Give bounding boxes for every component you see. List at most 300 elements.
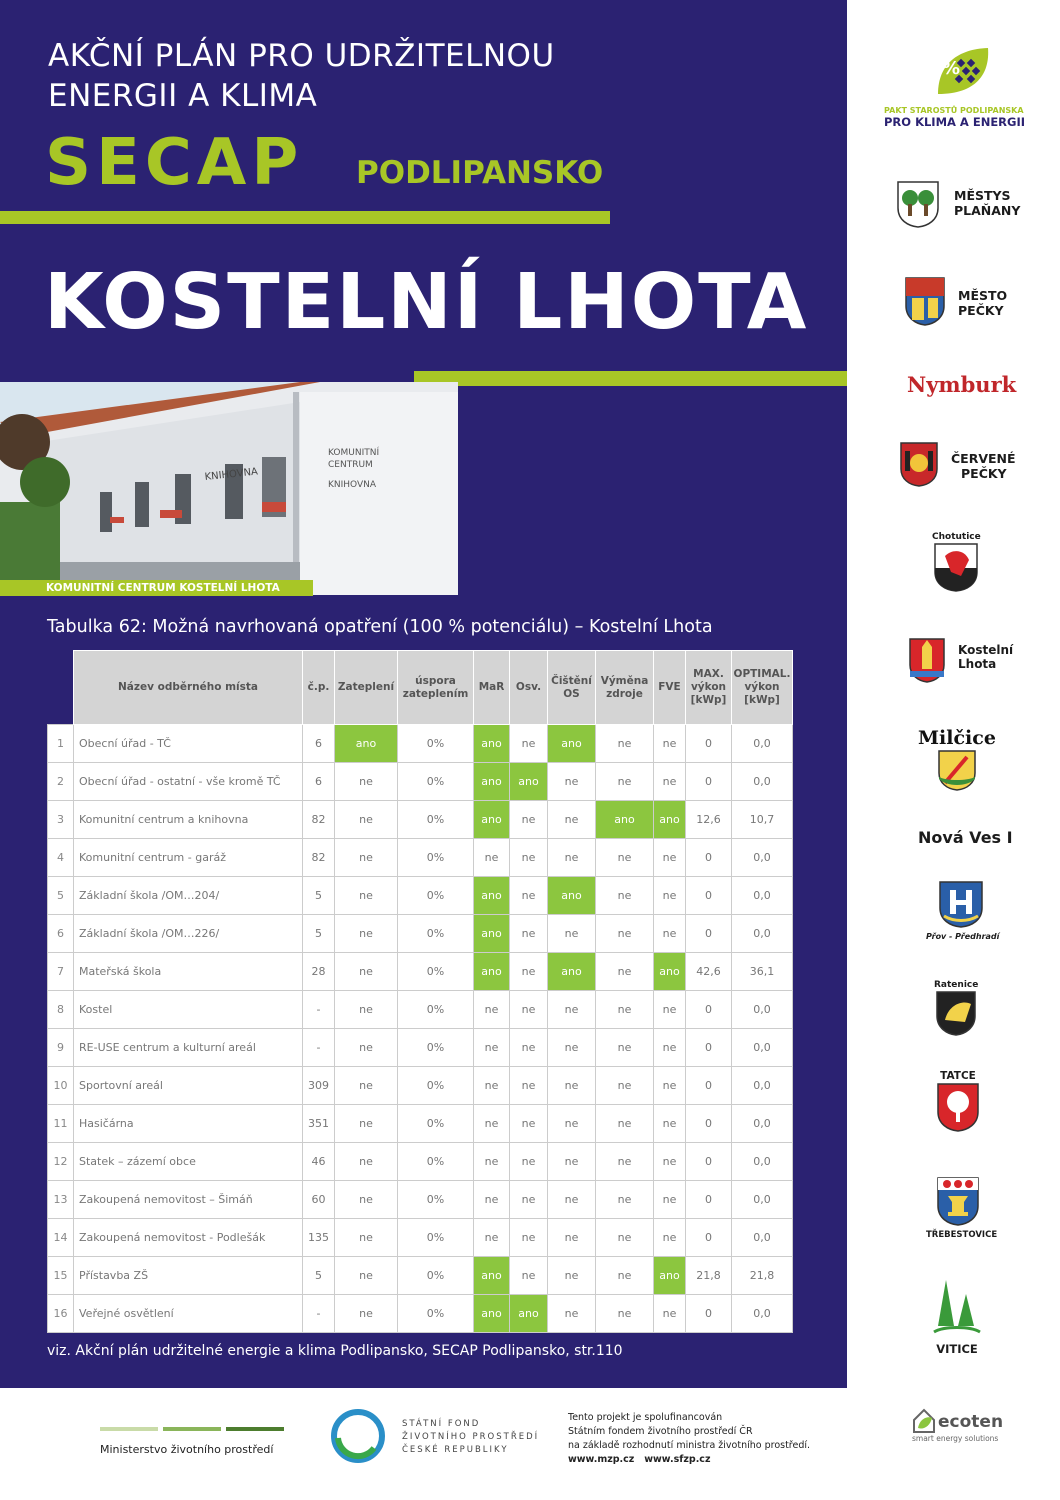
row-cisteni: ano bbox=[548, 725, 596, 763]
row-cisteni: ne bbox=[548, 1181, 596, 1219]
row-uspora: 0% bbox=[398, 953, 474, 991]
row-number: 15 bbox=[48, 1257, 74, 1295]
row-number: 4 bbox=[48, 839, 74, 877]
row-cp: 60 bbox=[303, 1181, 335, 1219]
row-optimal: 0,0 bbox=[732, 1143, 793, 1181]
row-uspora: 0% bbox=[398, 1295, 474, 1333]
row-max: 0 bbox=[686, 1029, 732, 1067]
row-cisteni: ne bbox=[548, 801, 596, 839]
row-cisteni: ne bbox=[548, 991, 596, 1029]
header-fve: FVE bbox=[654, 651, 686, 725]
row-fve: ne bbox=[654, 1067, 686, 1105]
row-zatepleni: ne bbox=[335, 1143, 398, 1181]
row-uspora: 0% bbox=[398, 1143, 474, 1181]
row-fve: ne bbox=[654, 1295, 686, 1333]
row-name: RE-USE centrum a kulturní areál bbox=[74, 1029, 303, 1067]
trebestovice-logo bbox=[926, 1176, 998, 1240]
row-optimal: 36,1 bbox=[732, 953, 793, 991]
planany-line-2: PLAŇANY bbox=[954, 203, 1021, 218]
row-cp: 82 bbox=[303, 801, 335, 839]
town-title: KOSTELNÍ LHOTA bbox=[44, 258, 809, 347]
row-vymena: ne bbox=[596, 725, 654, 763]
source-note: viz. Akční plán udržitelné energie a klima Podlipansko, SECAP Podlipansko, str.110 bbox=[47, 1343, 623, 1359]
chotutice-label: Chotutice bbox=[932, 532, 981, 542]
row-mar: ne bbox=[474, 1105, 510, 1143]
row-number: 8 bbox=[48, 991, 74, 1029]
row-fve: ne bbox=[654, 1181, 686, 1219]
note-links[interactable]: www.mzp.cz www.sfzp.cz bbox=[568, 1454, 711, 1465]
sfzp-line-3: ČESKÉ REPUBLIKY bbox=[402, 1445, 509, 1455]
header-uspora: úspora zateplením bbox=[398, 651, 474, 725]
row-osv: ne bbox=[510, 839, 548, 877]
row-fve: ne bbox=[654, 839, 686, 877]
row-osv: ne bbox=[510, 1181, 548, 1219]
row-number: 12 bbox=[48, 1143, 74, 1181]
nova-ves-label: Nová Ves I bbox=[918, 828, 1013, 847]
sign-line-3: KNIHOVNA bbox=[328, 480, 377, 490]
row-mar: ne bbox=[474, 1181, 510, 1219]
header-name: Název odběrného místa bbox=[74, 651, 303, 725]
row-name: Hasičárna bbox=[74, 1105, 303, 1143]
ecoten-tagline: smart energy solutions bbox=[912, 1434, 999, 1443]
row-number: 7 bbox=[48, 953, 74, 991]
row-fve: ano bbox=[654, 801, 686, 839]
row-max: 0 bbox=[686, 839, 732, 877]
milcice-coat-of-arms-icon bbox=[937, 749, 977, 791]
row-number: 5 bbox=[48, 877, 74, 915]
row-max: 0 bbox=[686, 725, 732, 763]
row-optimal: 0,0 bbox=[732, 915, 793, 953]
row-number: 11 bbox=[48, 1105, 74, 1143]
row-mar: ano bbox=[474, 877, 510, 915]
row-vymena: ne bbox=[596, 953, 654, 991]
cervene-pecky-logo bbox=[899, 441, 1016, 487]
pecky-line-2: PEČKY bbox=[958, 303, 1004, 318]
row-optimal: 0,0 bbox=[732, 1067, 793, 1105]
row-fve: ne bbox=[654, 915, 686, 953]
row-mar: ne bbox=[474, 1067, 510, 1105]
row-zatepleni: ne bbox=[335, 915, 398, 953]
row-name: Zakoupená nemovitost – Šimáň bbox=[74, 1181, 303, 1219]
header-optimal: OPTIMAL. výkon [kWp] bbox=[732, 651, 793, 725]
prov-label: Přov - Předhradí bbox=[926, 932, 1000, 941]
row-cp: 82 bbox=[303, 839, 335, 877]
row-fve: ne bbox=[654, 1105, 686, 1143]
row-osv: ne bbox=[510, 877, 548, 915]
sign-line-1: KOMUNITNÍ bbox=[328, 448, 380, 458]
row-zatepleni: ne bbox=[335, 1219, 398, 1257]
row-uspora: 0% bbox=[398, 1067, 474, 1105]
row-zatepleni: ne bbox=[335, 839, 398, 877]
row-max: 21,8 bbox=[686, 1257, 732, 1295]
row-zatepleni: ne bbox=[335, 1067, 398, 1105]
table-row bbox=[48, 1219, 793, 1257]
row-cp: - bbox=[303, 1029, 335, 1067]
row-vymena: ne bbox=[596, 877, 654, 915]
table-row bbox=[48, 953, 793, 991]
row-fve: ano bbox=[654, 1257, 686, 1295]
vitice-tree-icon bbox=[932, 1276, 982, 1338]
header-mar: MaR bbox=[474, 651, 510, 725]
sfzp-logo bbox=[330, 1408, 539, 1464]
chotutice-logo bbox=[932, 532, 981, 596]
row-number: 10 bbox=[48, 1067, 74, 1105]
table-row bbox=[48, 1067, 793, 1105]
kostelni-lhota-coat-of-arms-icon bbox=[908, 637, 946, 683]
row-vymena: ano bbox=[596, 801, 654, 839]
row-vymena: ne bbox=[596, 1219, 654, 1257]
row-uspora: 0% bbox=[398, 877, 474, 915]
title-line-2: ENERGII A KLIMA bbox=[48, 78, 318, 114]
ratenice-coat-of-arms-icon bbox=[935, 990, 977, 1036]
nymburk-label: Nymburk bbox=[907, 372, 1017, 397]
row-vymena: ne bbox=[596, 1181, 654, 1219]
header-zatepleni: Zateplení bbox=[335, 651, 398, 725]
row-name: Obecní úřad - TČ bbox=[74, 725, 303, 763]
row-osv: ne bbox=[510, 1067, 548, 1105]
row-vymena: ne bbox=[596, 1143, 654, 1181]
row-number: 13 bbox=[48, 1181, 74, 1219]
row-vymena: ne bbox=[596, 915, 654, 953]
row-max: 0 bbox=[686, 1067, 732, 1105]
header-osv: Osv. bbox=[510, 651, 548, 725]
row-max: 0 bbox=[686, 763, 732, 801]
row-max: 12,6 bbox=[686, 801, 732, 839]
row-mar: ano bbox=[474, 725, 510, 763]
row-mar: ne bbox=[474, 1219, 510, 1257]
row-osv: ne bbox=[510, 1105, 548, 1143]
tatce-coat-of-arms-icon bbox=[936, 1082, 980, 1132]
table-row bbox=[48, 915, 793, 953]
row-fve: ne bbox=[654, 877, 686, 915]
secap-title: SECAP bbox=[45, 126, 304, 200]
note-line-1: Tento projekt je spolufinancován bbox=[568, 1412, 723, 1423]
header-max: MAX. výkon [kWp] bbox=[686, 651, 732, 725]
row-vymena: ne bbox=[596, 763, 654, 801]
row-optimal: 0,0 bbox=[732, 1219, 793, 1257]
row-cp: 6 bbox=[303, 725, 335, 763]
mzp-label: Ministerstvo životního prostředí bbox=[100, 1443, 274, 1456]
row-mar: ne bbox=[474, 991, 510, 1029]
row-cp: 6 bbox=[303, 763, 335, 801]
table-row bbox=[48, 1143, 793, 1181]
ratenice-logo bbox=[934, 980, 978, 1040]
row-cisteni: ne bbox=[548, 1105, 596, 1143]
cervene-line-2: PEČKY bbox=[961, 466, 1007, 481]
row-uspora: 0% bbox=[398, 915, 474, 953]
wall-text: KNIHOVNA bbox=[204, 466, 259, 483]
ratenice-label: Ratenice bbox=[934, 980, 979, 990]
cervene-line-1: ČERVENÉ bbox=[951, 451, 1016, 466]
row-cp: 309 bbox=[303, 1067, 335, 1105]
svg-text:%: % bbox=[942, 58, 961, 79]
table-caption: Tabulka 62: Možná navrhovaná opatření (100 % potenciálu) – Kostelní Lhota bbox=[47, 617, 713, 637]
table-row bbox=[48, 1257, 793, 1295]
row-fve: ne bbox=[654, 1143, 686, 1181]
sfzp-line-1: STÁTNÍ FOND bbox=[402, 1419, 481, 1429]
chotutice-coat-of-arms-icon bbox=[933, 542, 979, 592]
table-row bbox=[48, 1181, 793, 1219]
vitice-label: VITICE bbox=[936, 1342, 978, 1356]
header-vymena: Výměna zdroje bbox=[596, 651, 654, 725]
row-name: Statek – zázemí obce bbox=[74, 1143, 303, 1181]
sign-line-2: CENTRUM bbox=[328, 460, 373, 470]
row-uspora: 0% bbox=[398, 801, 474, 839]
row-mar: ne bbox=[474, 1029, 510, 1067]
row-cp: 135 bbox=[303, 1219, 335, 1257]
row-osv: ne bbox=[510, 1219, 548, 1257]
row-fve: ne bbox=[654, 1219, 686, 1257]
row-osv: ne bbox=[510, 725, 548, 763]
nymburk-logo bbox=[907, 372, 1016, 397]
pakt-line-1: PAKT STAROSTŮ PODLIPANSKA bbox=[884, 106, 1024, 115]
row-number: 16 bbox=[48, 1295, 74, 1333]
row-cp: 351 bbox=[303, 1105, 335, 1143]
row-cisteni: ne bbox=[548, 763, 596, 801]
row-mar: ano bbox=[474, 1257, 510, 1295]
row-name: Mateřská škola bbox=[74, 953, 303, 991]
table-row bbox=[48, 839, 793, 877]
row-cp: - bbox=[303, 1295, 335, 1333]
sfzp-circle-icon bbox=[330, 1408, 386, 1464]
row-zatepleni: ne bbox=[335, 1105, 398, 1143]
prov-logo bbox=[926, 880, 1000, 941]
note-line-3: na základě rozhodnutí ministra životního prostředí. bbox=[568, 1440, 811, 1451]
planany-coat-of-arms-icon bbox=[896, 180, 940, 228]
photo-caption: KOMUNITNÍ CENTRUM KOSTELNÍ LHOTA bbox=[0, 580, 313, 596]
row-cisteni: ne bbox=[548, 915, 596, 953]
row-cisteni: ne bbox=[548, 1295, 596, 1333]
header-blank bbox=[48, 651, 74, 725]
row-number: 2 bbox=[48, 763, 74, 801]
row-osv: ano bbox=[510, 1295, 548, 1333]
row-vymena: ne bbox=[596, 1295, 654, 1333]
row-zatepleni: ne bbox=[335, 1295, 398, 1333]
row-mar: ano bbox=[474, 801, 510, 839]
row-cisteni: ano bbox=[548, 953, 596, 991]
row-cp: - bbox=[303, 991, 335, 1029]
row-cp: 46 bbox=[303, 1143, 335, 1181]
row-number: 9 bbox=[48, 1029, 74, 1067]
row-cp: 5 bbox=[303, 1257, 335, 1295]
row-max: 0 bbox=[686, 991, 732, 1029]
row-fve: ne bbox=[654, 991, 686, 1029]
building-photo bbox=[0, 382, 458, 595]
row-name: Sportovní areál bbox=[74, 1067, 303, 1105]
row-name: Obecní úřad - ostatní - vše kromě TČ bbox=[74, 763, 303, 801]
table-row bbox=[48, 1295, 793, 1333]
table-row bbox=[48, 763, 793, 801]
pakt-logo bbox=[884, 44, 1034, 129]
row-vymena: ne bbox=[596, 1105, 654, 1143]
row-cisteni: ano bbox=[548, 877, 596, 915]
row-osv: ne bbox=[510, 915, 548, 953]
row-optimal: 0,0 bbox=[732, 1295, 793, 1333]
sfzp-line-2: ŽIVOTNÍHO PROSTŘEDÍ bbox=[402, 1432, 540, 1442]
table-row bbox=[48, 801, 793, 839]
row-optimal: 0,0 bbox=[732, 839, 793, 877]
row-vymena: ne bbox=[596, 1257, 654, 1295]
row-number: 14 bbox=[48, 1219, 74, 1257]
row-mar: ano bbox=[474, 953, 510, 991]
row-max: 0 bbox=[686, 915, 732, 953]
row-cisteni: ne bbox=[548, 1257, 596, 1295]
table-row bbox=[48, 877, 793, 915]
table-row bbox=[48, 725, 793, 763]
row-cisteni: ne bbox=[548, 1219, 596, 1257]
row-max: 0 bbox=[686, 1181, 732, 1219]
row-osv: ne bbox=[510, 801, 548, 839]
table-row bbox=[48, 991, 793, 1029]
row-name: Komunitní centrum a knihovna bbox=[74, 801, 303, 839]
mzp-logo bbox=[100, 1427, 284, 1456]
row-max: 0 bbox=[686, 1219, 732, 1257]
row-name: Základní škola /OM…204/ bbox=[74, 877, 303, 915]
row-name: Kostel bbox=[74, 991, 303, 1029]
kostelni-lhota-logo bbox=[908, 637, 1013, 683]
milcice-logo bbox=[918, 727, 996, 795]
row-name: Komunitní centrum - garáž bbox=[74, 839, 303, 877]
row-mar: ano bbox=[474, 763, 510, 801]
prov-coat-of-arms-icon bbox=[938, 880, 984, 928]
row-osv: ne bbox=[510, 991, 548, 1029]
region-title: PODLIPANSKO bbox=[356, 155, 604, 191]
row-optimal: 0,0 bbox=[732, 877, 793, 915]
accent-bar-middle bbox=[414, 371, 847, 386]
row-optimal: 0,0 bbox=[732, 763, 793, 801]
row-zatepleni: ne bbox=[335, 801, 398, 839]
row-mar: ne bbox=[474, 839, 510, 877]
measures-table bbox=[47, 650, 793, 1333]
table-row bbox=[48, 1029, 793, 1067]
row-cisteni: ne bbox=[548, 839, 596, 877]
row-mar: ne bbox=[474, 1143, 510, 1181]
row-cp: 5 bbox=[303, 915, 335, 953]
row-optimal: 0,0 bbox=[732, 725, 793, 763]
row-optimal: 0,0 bbox=[732, 991, 793, 1029]
tatce-logo bbox=[936, 1070, 980, 1136]
row-cp: 28 bbox=[303, 953, 335, 991]
row-optimal: 21,8 bbox=[732, 1257, 793, 1295]
row-mar: ano bbox=[474, 1295, 510, 1333]
planany-line-1: MĚSTYS bbox=[954, 188, 1011, 203]
row-vymena: ne bbox=[596, 839, 654, 877]
row-cisteni: ne bbox=[548, 1029, 596, 1067]
kostelni-line-1: Kostelní bbox=[958, 643, 1014, 657]
vitice-logo bbox=[930, 1276, 984, 1356]
row-fve: ne bbox=[654, 763, 686, 801]
row-max: 0 bbox=[686, 1105, 732, 1143]
row-uspora: 0% bbox=[398, 1105, 474, 1143]
row-optimal: 0,0 bbox=[732, 1105, 793, 1143]
row-vymena: ne bbox=[596, 1029, 654, 1067]
row-cisteni: ne bbox=[548, 1143, 596, 1181]
row-max: 0 bbox=[686, 1143, 732, 1181]
mzp-stripes-icon bbox=[100, 1427, 284, 1433]
trebestovice-label: TŘEBESTOVICE bbox=[926, 1230, 998, 1240]
row-zatepleni: ne bbox=[335, 991, 398, 1029]
row-number: 3 bbox=[48, 801, 74, 839]
kostelni-line-2: Lhota bbox=[958, 657, 997, 671]
table-row bbox=[48, 1105, 793, 1143]
row-zatepleni: ne bbox=[335, 953, 398, 991]
pakt-line-2: PRO KLIMA A ENERGII bbox=[884, 115, 1026, 129]
row-number: 1 bbox=[48, 725, 74, 763]
cervene-pecky-coat-of-arms-icon bbox=[899, 441, 939, 487]
pecky-coat-of-arms-icon bbox=[904, 276, 946, 326]
row-mar: ano bbox=[474, 915, 510, 953]
pecky-line-1: MĚSTO bbox=[958, 288, 1008, 303]
planany-logo bbox=[896, 180, 1020, 228]
ecoten-logo bbox=[912, 1408, 1003, 1443]
row-name: Přístavba ZŠ bbox=[74, 1257, 303, 1295]
row-osv: ne bbox=[510, 1257, 548, 1295]
row-uspora: 0% bbox=[398, 991, 474, 1029]
row-zatepleni: ne bbox=[335, 877, 398, 915]
row-optimal: 0,0 bbox=[732, 1181, 793, 1219]
row-zatepleni: ne bbox=[335, 1029, 398, 1067]
row-zatepleni: ne bbox=[335, 1181, 398, 1219]
row-vymena: ne bbox=[596, 1067, 654, 1105]
row-uspora: 0% bbox=[398, 1219, 474, 1257]
row-cisteni: ne bbox=[548, 1067, 596, 1105]
row-zatepleni: ne bbox=[335, 1257, 398, 1295]
row-uspora: 0% bbox=[398, 1257, 474, 1295]
row-optimal: 10,7 bbox=[732, 801, 793, 839]
header-cisteni: Čištění OS bbox=[548, 651, 596, 725]
row-osv: ne bbox=[510, 1143, 548, 1181]
row-max: 0 bbox=[686, 1295, 732, 1333]
row-max: 42,6 bbox=[686, 953, 732, 991]
row-number: 6 bbox=[48, 915, 74, 953]
row-zatepleni: ne bbox=[335, 763, 398, 801]
row-vymena: ne bbox=[596, 991, 654, 1029]
cofinancing-note bbox=[568, 1411, 810, 1467]
row-fve: ne bbox=[654, 725, 686, 763]
row-max: 0 bbox=[686, 877, 732, 915]
accent-bar-top bbox=[0, 211, 610, 224]
row-uspora: 0% bbox=[398, 725, 474, 763]
row-uspora: 0% bbox=[398, 839, 474, 877]
note-line-2: Státním fondem životního prostředí ČR bbox=[568, 1426, 753, 1437]
row-name: Zakoupená nemovitost - Podlešák bbox=[74, 1219, 303, 1257]
row-uspora: 0% bbox=[398, 763, 474, 801]
row-fve: ano bbox=[654, 953, 686, 991]
pakt-leaf-icon bbox=[928, 44, 998, 100]
ecoten-label: ecoten bbox=[938, 1412, 1004, 1432]
row-uspora: 0% bbox=[398, 1029, 474, 1067]
row-cp: 5 bbox=[303, 877, 335, 915]
row-name: Veřejné osvětlení bbox=[74, 1295, 303, 1333]
ecoten-house-icon bbox=[912, 1408, 936, 1434]
title-line-1: AKČNÍ PLÁN PRO UDRŽITELNOU bbox=[48, 38, 555, 74]
row-osv: ne bbox=[510, 1029, 548, 1067]
row-osv: ne bbox=[510, 953, 548, 991]
row-name: Základní škola /OM…226/ bbox=[74, 915, 303, 953]
row-uspora: 0% bbox=[398, 1181, 474, 1219]
milcice-label: Milčice bbox=[918, 727, 996, 749]
table-header-row bbox=[48, 651, 793, 725]
tatce-label: TATCE bbox=[940, 1070, 976, 1082]
header-cp: č.p. bbox=[303, 651, 335, 725]
trebestovice-coat-of-arms-icon bbox=[936, 1176, 980, 1226]
row-optimal: 0,0 bbox=[732, 1029, 793, 1067]
row-osv: ano bbox=[510, 763, 548, 801]
nova-ves-logo bbox=[918, 828, 1013, 847]
row-zatepleni: ano bbox=[335, 725, 398, 763]
row-fve: ne bbox=[654, 1029, 686, 1067]
pecky-logo bbox=[904, 276, 1007, 326]
